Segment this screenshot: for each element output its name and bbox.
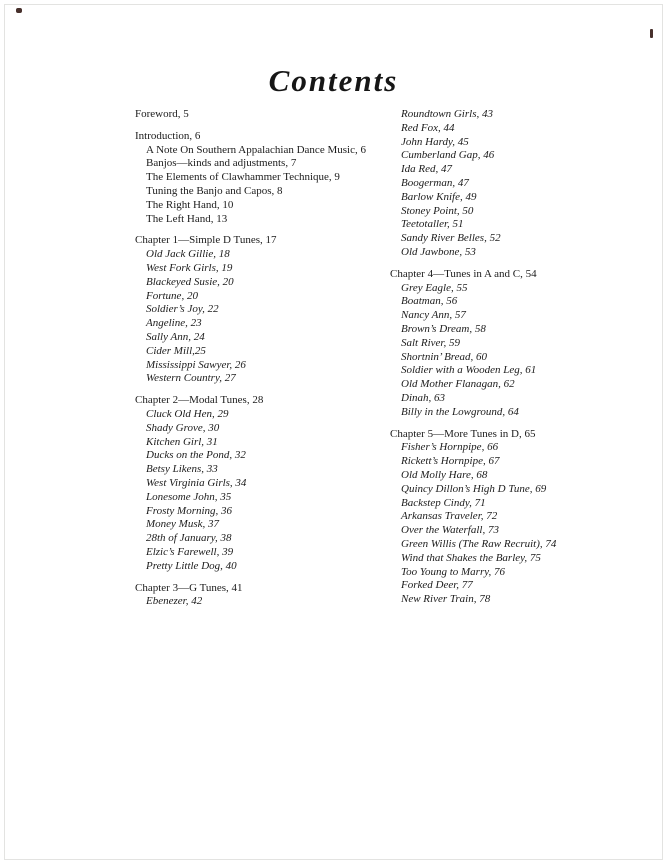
toc-entry: Green Willis (The Raw Recruit), 74 (401, 537, 557, 550)
toc-entry: Soldier with a Wooden Leg, 61 (401, 364, 537, 377)
toc-entry: West Fork Girls, 19 (146, 261, 233, 274)
toc-section (390, 428, 658, 607)
toc-section (135, 234, 387, 386)
toc-entry: Rickett’s Hornpipe, 67 (401, 455, 500, 468)
scan-artifact (650, 29, 653, 38)
toc-entry: John Hardy, 45 (401, 135, 469, 148)
toc-entry: Cumberland Gap, 46 (401, 149, 495, 162)
toc-entry: Stoney Point, 50 (401, 204, 474, 217)
toc-entry: Shady Grove, 30 (146, 421, 220, 434)
toc-entry: The Right Hand, 10 (146, 198, 234, 211)
toc-entry: The Elements of Clawhammer Technique, 9 (146, 171, 340, 184)
toc-entry: Cluck Old Hen, 29 (146, 407, 229, 420)
toc-entry: Red Fox, 44 (401, 121, 455, 134)
toc-entry: West Virginia Girls, 34 (146, 476, 247, 489)
toc-entry: Grey Eagle, 55 (401, 281, 468, 294)
toc-section (135, 130, 387, 227)
toc-entry: Mississippi Sawyer, 26 (146, 358, 246, 371)
toc-entry: Salt River, 59 (401, 336, 460, 349)
toc-entry: Teetotaller, 51 (401, 218, 464, 231)
toc-entry: Betsy Likens, 33 (146, 463, 218, 476)
toc-heading: Chapter 2—Modal Tunes, 28 (135, 394, 264, 407)
toc-entry: Roundtown Girls, 43 (401, 108, 493, 120)
toc-entry: Blackeyed Susie, 20 (146, 275, 234, 288)
toc-entry: Dinah, 63 (401, 391, 445, 404)
scan-artifact (16, 8, 22, 13)
toc-entry: Frosty Morning, 36 (146, 504, 233, 517)
toc-entry: Old Jack Gillie, 18 (146, 248, 230, 261)
toc-entry: Elzic’s Farewell, 39 (146, 545, 234, 558)
toc-entry: Backstep Cindy, 71 (401, 496, 486, 509)
toc-entry: Ducks on the Pond, 32 (146, 449, 246, 462)
toc-entry: Lonesome John, 35 (146, 490, 232, 503)
toc-entry: Ebenezer, 42 (146, 595, 203, 608)
toc-entry: 28th of January, 38 (146, 532, 232, 545)
toc-entry: Western Country, 27 (146, 372, 236, 385)
toc-entry: Boatman, 56 (401, 295, 458, 308)
toc-entry: Money Musk, 37 (146, 518, 220, 531)
toc-section (390, 108, 658, 260)
toc-section (390, 268, 658, 420)
toc-entry: Nancy Ann, 57 (401, 309, 466, 322)
toc-entry: Banjos—kinds and adjustments, 7 (146, 157, 297, 170)
toc-entry: Billy in the Lowground, 64 (401, 405, 519, 418)
toc-entry: Arkansas Traveler, 72 (401, 510, 498, 523)
toc-heading: Chapter 1—Simple D Tunes, 17 (135, 234, 277, 247)
toc-entry: Old Jawbone, 53 (401, 245, 476, 258)
toc-section (135, 394, 387, 573)
page-title: Contents (268, 62, 399, 98)
toc-heading: Chapter 5—More Tunes in D, 65 (390, 427, 536, 440)
toc-section (135, 108, 387, 122)
toc-entry: Barlow Knife, 49 (401, 190, 477, 203)
toc-entry: Old Mother Flanagan, 62 (401, 378, 515, 391)
toc-entry: Kitchen Girl, 31 (146, 435, 218, 448)
toc-entry: Shortnin’ Bread, 60 (401, 350, 488, 363)
toc-entry: Forked Deer, 77 (401, 579, 473, 592)
toc-entry: Too Young to Marry, 76 (401, 565, 506, 578)
toc-heading: Introduction, 6 (135, 129, 201, 142)
toc-entry: Cider Mill,25 (146, 344, 206, 357)
toc-entry: Quincy Dillon’s High D Tune, 69 (401, 482, 547, 495)
toc-entry: Ida Red, 47 (401, 163, 453, 176)
toc-entry: Brown’s Dream, 58 (401, 322, 486, 335)
toc-heading: Chapter 3—G Tunes, 41 (135, 581, 243, 594)
toc-entry: A Note On Southern Appalachian Dance Music, 6 (146, 143, 366, 156)
toc-heading: Chapter 4—Tunes in A and C, 54 (390, 267, 537, 280)
toc-entry: Over the Waterfall, 73 (401, 524, 499, 537)
toc-entry: Sandy River Belles, 52 (401, 232, 501, 245)
toc-left-column (135, 108, 387, 617)
toc-entry: The Left Hand, 13 (146, 212, 228, 225)
toc-entry: Sally Ann, 24 (146, 330, 205, 343)
toc-right-column (390, 108, 658, 615)
toc-entry: New River Train, 78 (401, 593, 491, 606)
toc-entry: Old Molly Hare, 68 (401, 468, 488, 481)
toc-entry: Boogerman, 47 (401, 176, 469, 189)
toc-entry: Tuning the Banjo and Capos, 8 (146, 184, 283, 197)
toc-entry: Pretty Little Dog, 40 (146, 559, 237, 572)
toc-section (135, 582, 387, 610)
toc-entry: Fisher’s Hornpipe, 66 (401, 441, 499, 454)
toc-entry: Soldier’s Joy, 22 (146, 303, 219, 316)
toc-entry: Wind that Shakes the Barley, 75 (401, 551, 541, 564)
toc-heading: Foreword, 5 (135, 108, 189, 120)
toc-entry: Fortune, 20 (146, 289, 198, 302)
toc-entry: Angeline, 23 (146, 317, 202, 330)
